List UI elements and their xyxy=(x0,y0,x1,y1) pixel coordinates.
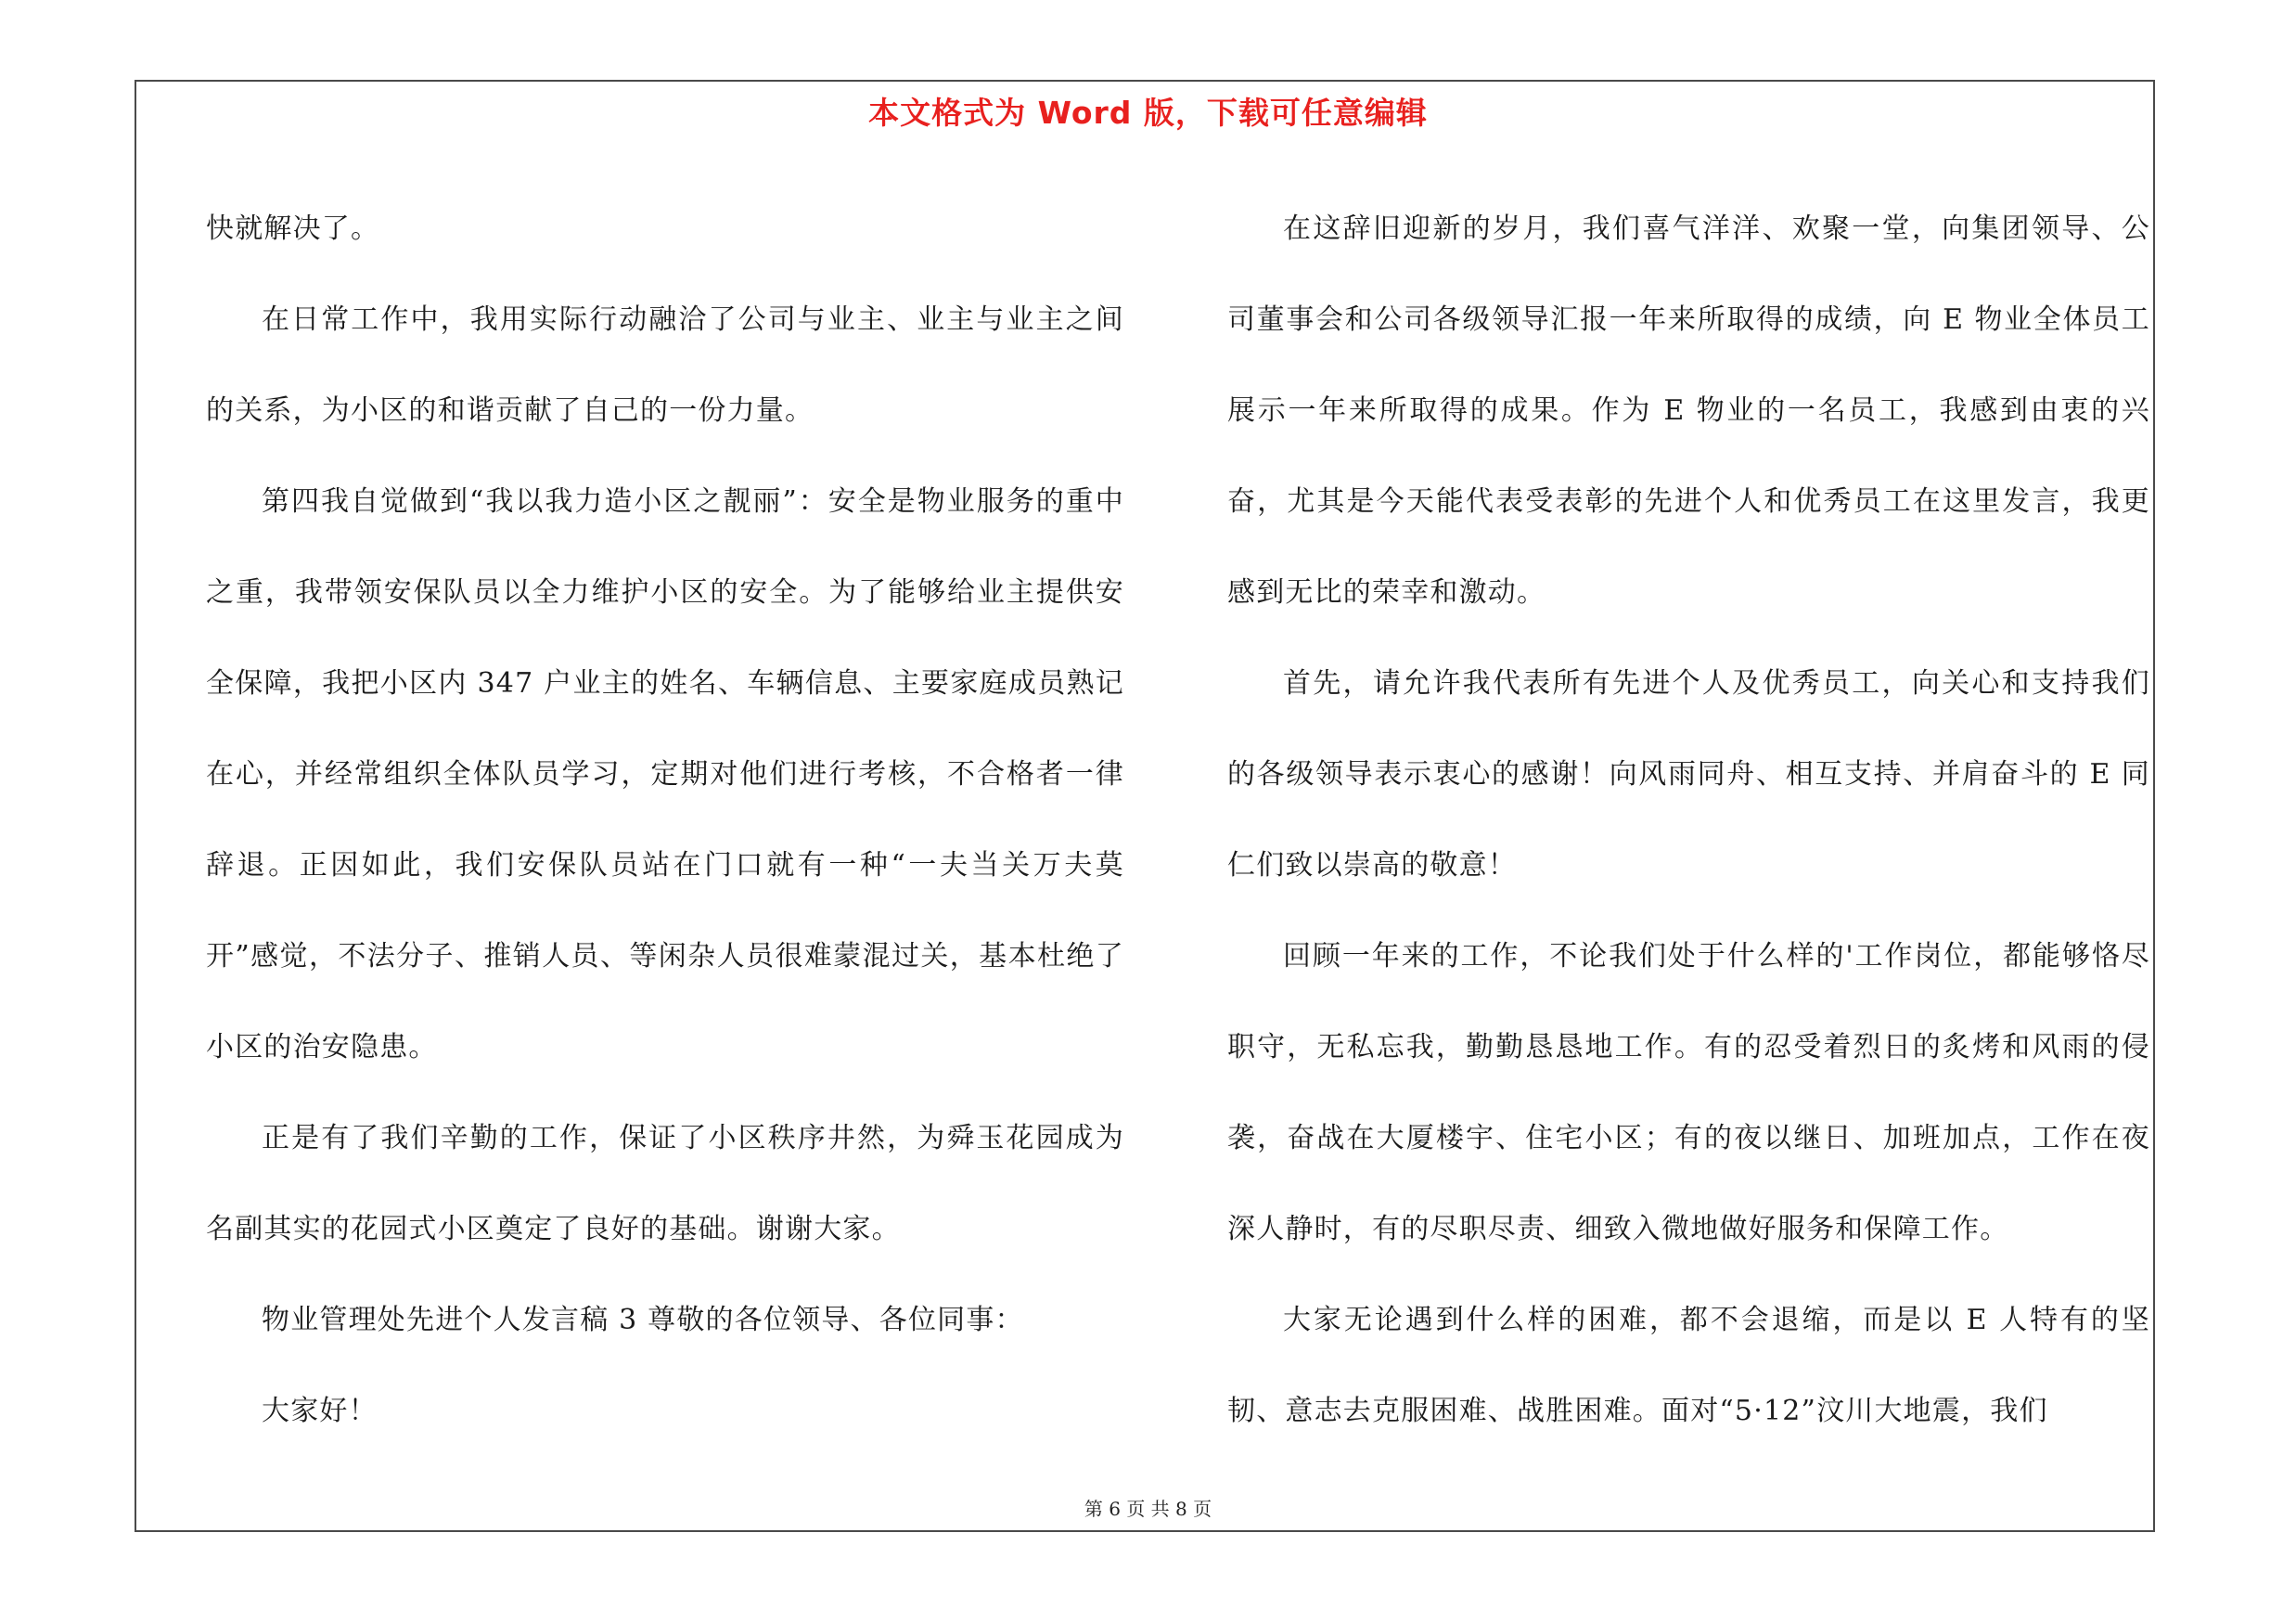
editable-notice-banner: 本文格式为 Word 版，下载可任意编辑 xyxy=(868,95,1428,131)
paragraph: 第四我自觉做到“我以我力造小区之靓丽”：安全是物业服务的重中之重，我带领安保队员以全力维护小区的安全。为了能够给业主提供安全保障，我把小区内 347 户业主的姓名、车辆信息、主要家庭成员熟记在心，并经常组织全体队员学习，定期对他们进行考核，不合格者一律辞退。正因如此，我们安保队员站在门口就有一种“一夫当关万夫莫开”感觉，不法分子、推销人员、等闲杂人员很难蒙混过关，基本杜绝了小区的治安隐患。 xyxy=(206,485,1124,1063)
paragraph: 物业管理处先进个人发言稿 3 尊敬的各位领导、各位同事： xyxy=(262,1304,1024,1336)
paragraph: 首先，请允许我代表所有先进个人及优秀员工，向关心和支持我们的各级领导表示衷心的感谢！向风雨同舟、相互支持、并肩奋斗的 E 同仁们致以崇高的敬意！ xyxy=(1227,667,2150,882)
left-text-column xyxy=(206,184,1124,1457)
paragraph: 快就解决了。 xyxy=(206,213,380,245)
paragraph: 正是有了我们辛勤的工作，保证了小区秩序井然，为舜玉花园成为名副其实的花园式小区奠定了良好的基础。谢谢大家。 xyxy=(206,1122,1124,1245)
paragraph: 大家好！ xyxy=(262,1395,378,1427)
paragraph: 在日常工作中，我用实际行动融洽了公司与业主、业主与业主之间的关系，为小区的和谐贡献了自己的一份力量。 xyxy=(206,303,1124,427)
page-number: 第 6 页 共 8 页 xyxy=(1084,1498,1212,1520)
paragraph: 回顾一年来的工作，不论我们处于什么样的'工作岗位，都能够恪尽职守，无私忘我，勤勤恳恳地工作。有的忍受着烈日的炙烤和风雨的侵袭，奋战在大厦楼宇、住宅小区；有的夜以继日、加班加点，工作在夜深人静时，有的尽职尽责、细致入微地做好服务和保障工作。 xyxy=(1227,940,2150,1245)
paragraph: 大家无论遇到什么样的困难，都不会退缩，而是以 E 人特有的坚韧、意志去克服困难、战胜困难。面对“5·12”汶川大地震，我们 xyxy=(1227,1304,2150,1427)
paragraph: 在这辞旧迎新的岁月，我们喜气洋洋、欢聚一堂，向集团领导、公司董事会和公司各级领导汇报一年来所取得的成绩，向 E 物业全体员工展示一年来所取得的成果。作为 E 物业的一名员工，我感到由衷的兴奋，尤其是今天能代表受表彰的先进个人和优秀员工在这里发言，我更感到无比的荣幸和激动。 xyxy=(1227,213,2150,609)
right-text-column xyxy=(1227,184,2150,1457)
